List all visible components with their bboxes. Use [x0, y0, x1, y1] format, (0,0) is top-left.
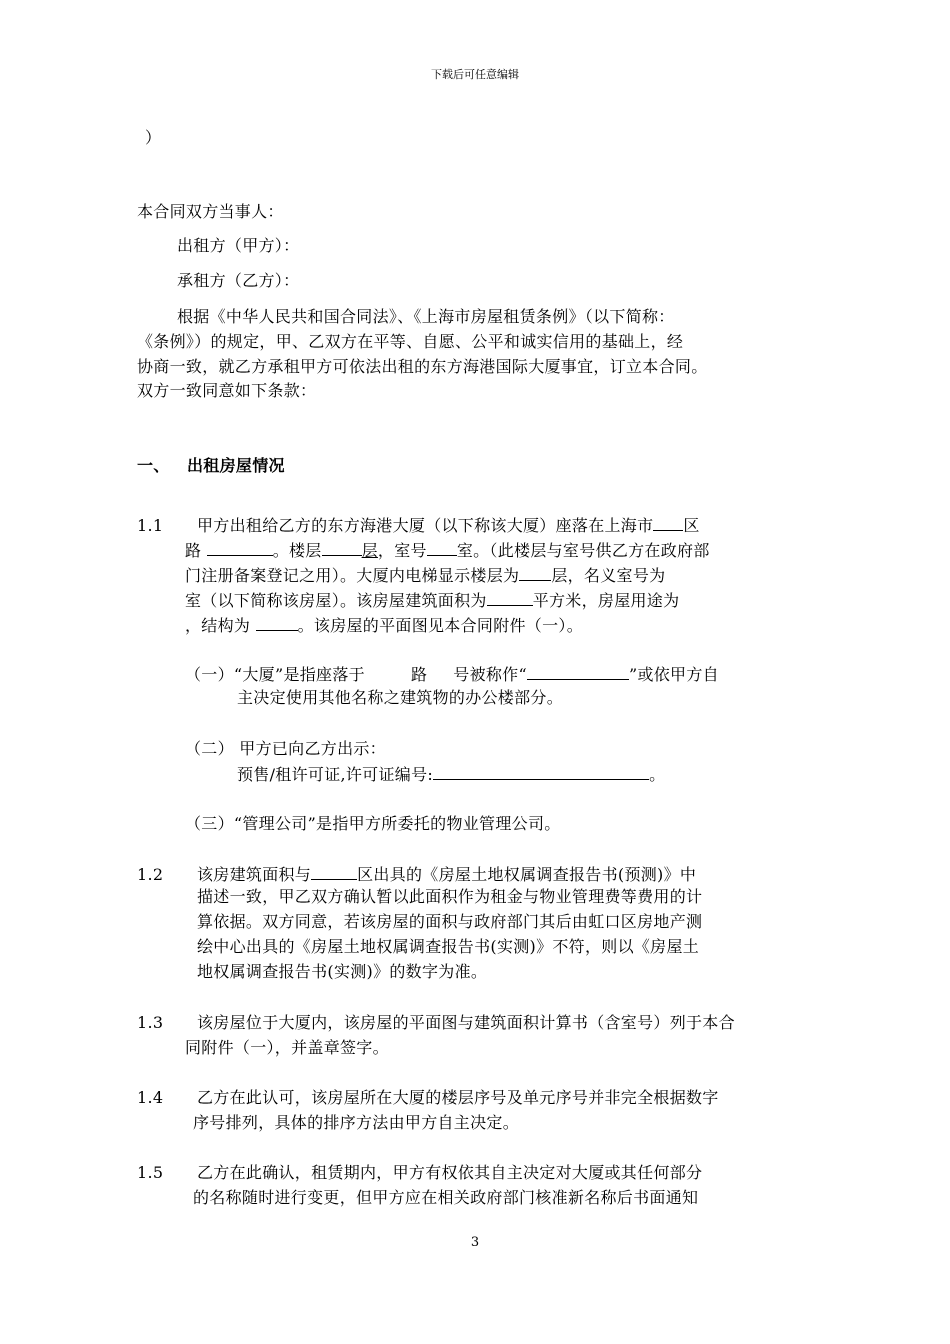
clause-text: 。 [649, 765, 666, 784]
clause-text: 。该房屋的平面图见本合同附件（一）。 [297, 616, 583, 635]
item-3-line: （三）“管理公司”是指甲方所委托的物业管理公司。 [185, 814, 561, 833]
clause-1-5-line-1 [137, 1162, 702, 1184]
clause-1-2-line-5: 地权属调查报告书(实测)》的数字为准。 [197, 962, 488, 981]
clause-number: 1.4 [137, 1088, 164, 1107]
item-1-line-2: 主决定使用其他名称之建筑物的办公楼部分。 [237, 688, 564, 707]
clause-1-1-line-2 [185, 538, 710, 562]
clause-text: 室。（此楼层与室号供乙方在政府部 [456, 541, 710, 560]
blank-field [527, 662, 629, 680]
blank-field [653, 513, 683, 531]
clause-text: 门注册备案登记之用）。大厦内电梯显示楼层为 [185, 566, 520, 585]
clause-text: 区 [683, 516, 700, 535]
clause-1-1-line-4 [185, 588, 679, 612]
clause-text: 。楼层 [272, 541, 322, 560]
clause-1-2-line-4: 绘中心出具的《房屋土地权属调查报告书(实测)》不符，则以《房屋土 [197, 937, 700, 956]
clause-text: 路 [410, 665, 428, 684]
clause-text: 该房屋位于大厦内，该房屋的平面图与建筑面积计算书（含室号）列于本合 [197, 1013, 735, 1032]
clause-1-5-line-2: 的名称随时进行变更，但甲方应在相关政府部门核准新名称后书面通知 [193, 1188, 699, 1207]
clause-text: 层 [361, 541, 378, 560]
clause-text: 预售/租许可证,许可证编号: [237, 765, 434, 784]
blank-field [487, 588, 533, 606]
permit-number-field [433, 762, 649, 780]
clause-text: 乙方在此认可，该房屋所在大厦的楼层序号及单元序号并非完全根据数字 [197, 1088, 719, 1107]
clause-number: 1.2 [137, 865, 164, 884]
preamble-line-3: 协商一致，就乙方承租甲方可依法出租的东方海港国际大厦事宜，订立本合同。 [137, 357, 708, 376]
clause-text: ，结构为 [185, 616, 251, 635]
clause-1-4-line-1 [137, 1087, 719, 1109]
clause-text: （一）“大厦”是指座落于 [185, 665, 365, 684]
page-header: 下载后可任意编辑 [431, 68, 519, 81]
clause-text: 平方米，房屋用途为 [532, 591, 680, 610]
section-heading [137, 455, 285, 477]
lessee-line: 承租方（乙方）： [177, 271, 300, 290]
clause-text: 区出具的《房屋土地权属调查报告书(预测)》中 [357, 865, 697, 884]
clause-1-1-line-5 [185, 613, 583, 637]
clause-number: 1.1 [137, 516, 164, 535]
clause-text: 层，名义室号为 [551, 566, 666, 585]
clause-1-3-line-2: 同附件（一），并盖章签字。 [185, 1038, 389, 1057]
clause-text: 该房建筑面积与 [197, 865, 312, 884]
clause-1-1-line-3 [185, 563, 665, 587]
clause-number: 1.5 [137, 1163, 164, 1182]
clause-1-3-line-1 [137, 1012, 735, 1034]
clause-text: 号被称作“ [453, 665, 527, 684]
clause-text: 室（以下简称该房屋）。该房屋建筑面积为 [185, 591, 487, 610]
preamble-line-1: 根据《中华人民共和国合同法》、《上海市房屋租赁条例》（以下简称： [177, 307, 675, 326]
closing-paren: ） [145, 128, 162, 147]
clause-1-2-line-2: 描述一致，甲乙双方确认暂以此面积作为租金与物业管理费等费用的计 [197, 887, 703, 906]
section-number: 一、 [137, 456, 170, 475]
item-1-line-1 [185, 662, 719, 686]
page-number: 3 [470, 1235, 480, 1250]
item-2-line-1: （二） 甲方已向乙方出示： [185, 739, 386, 758]
clause-text: ”或依甲方自 [628, 665, 719, 684]
clause-text: 路 [185, 541, 202, 560]
blank-field [427, 538, 457, 556]
blank-field [256, 613, 298, 631]
blank-field [311, 862, 357, 880]
clause-text: 甲方出租给乙方的东方海港大厦（以下称该大厦）座落在上海市 [197, 516, 654, 535]
clause-text: ，室号 [377, 541, 427, 560]
blank-field [322, 538, 362, 556]
preamble-line-2: 《条例》）的规定，甲、乙双方在平等、自愿、公平和诚实信用的基础上，经 [137, 332, 684, 351]
clause-1-4-line-2: 序号排列，具体的排序方法由甲方自主决定。 [193, 1113, 520, 1132]
preamble-line-4: 双方一致同意如下条款： [137, 381, 317, 400]
clause-number: 1.3 [137, 1013, 164, 1032]
clause-1-1-line-1 [137, 513, 700, 537]
clause-text: 乙方在此确认，租赁期内，甲方有权依其自主决定对大厦或其任何部分 [197, 1163, 703, 1182]
blank-field [207, 538, 273, 556]
section-title: 出租房屋情况 [187, 456, 285, 475]
item-2-line-2 [237, 762, 665, 786]
lessor-line: 出租方（甲方）： [177, 236, 300, 255]
parties-intro: 本合同双方当事人： [137, 202, 284, 221]
blank-field [519, 563, 551, 581]
clause-1-2-line-1 [137, 862, 696, 886]
clause-1-2-line-3: 算依据。双方同意，若该房屋的面积与政府部门其后由虹口区房地产测 [197, 912, 703, 931]
